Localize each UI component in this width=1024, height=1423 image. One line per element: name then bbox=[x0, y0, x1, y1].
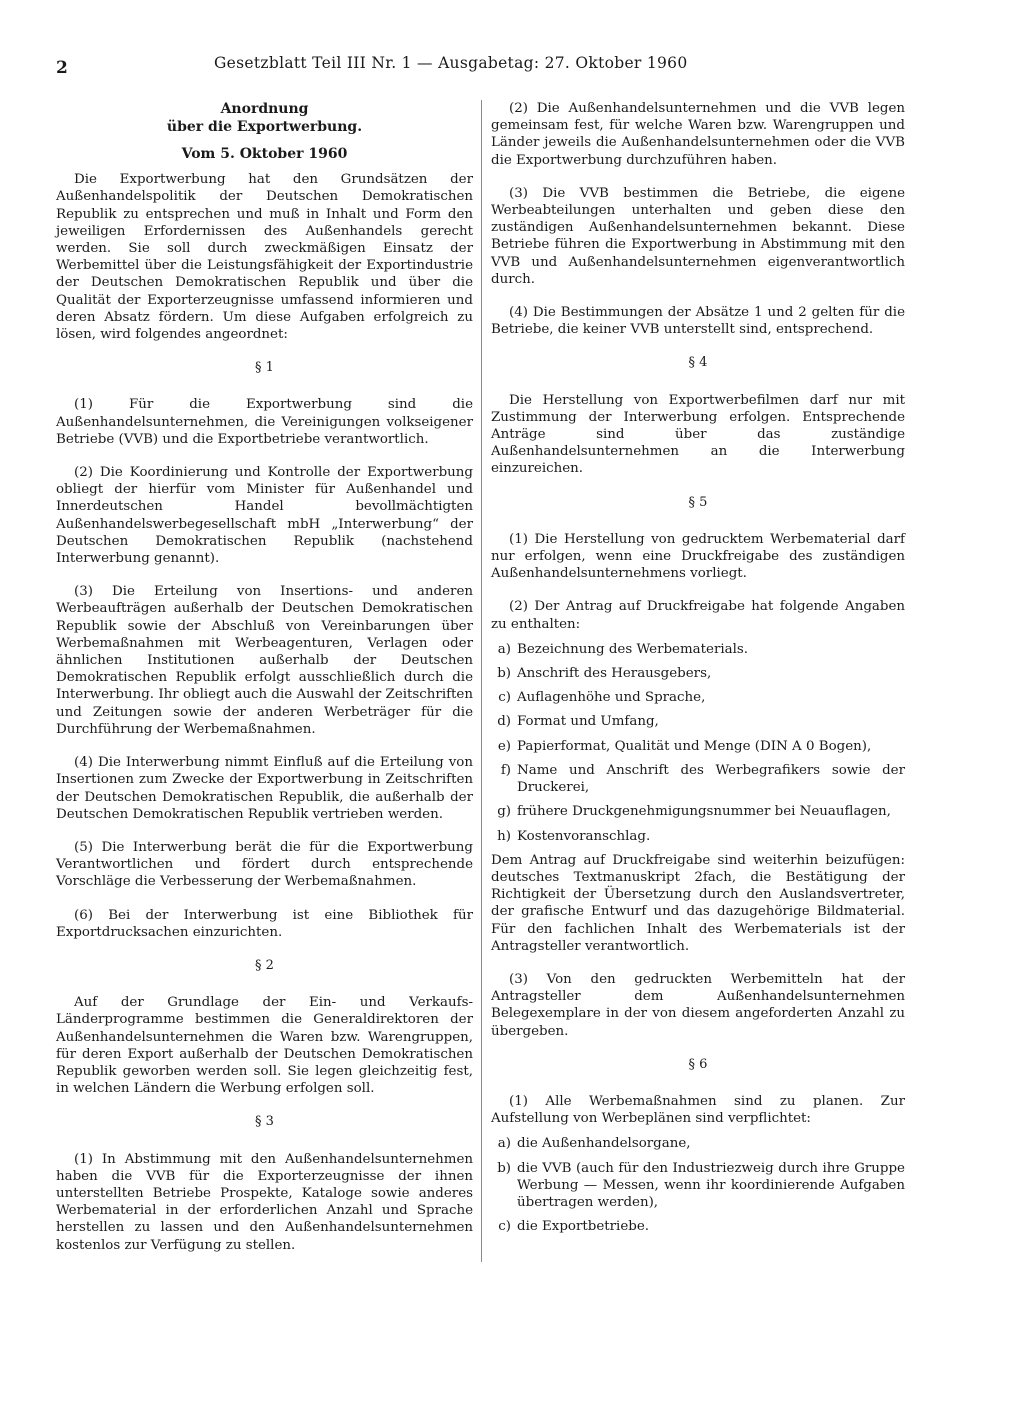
section-4-paragraph-1: Die Herstellung von Exportwerbefilmen darf nur mit Zustimmung der Interwerbung erfolgen. Entsprechende Anträge sind über das zuständige Außenhandelsunternehmen an die Interwerbung einzureichen. bbox=[491, 392, 905, 477]
list-item bbox=[491, 762, 905, 796]
list-item bbox=[491, 713, 905, 730]
list-item-label: f) bbox=[500, 762, 511, 778]
section-1-paragraph-3: (3) Die Erteilung von Insertions- und anderen Werbeaufträgen außerhalb der Deutschen Demokratischen Republik sowie der Abschluß von Vereinbarungen über Werbemaßnahmen mit Werbeagenturen, Verlagen oder ähnlichen Institutionen außerhalb der Deutschen Demokratischen Republik erfolgt ausschließlich durch die Interwerbung. Ihr obliegt auch die Auswahl der Zeitschriften und Zeitungen sowie der anderen Werbeträger für die Durchführung der Werbemaßnahmen. bbox=[56, 584, 473, 737]
list-item-text: Anschrift des Herausgebers, bbox=[517, 666, 712, 682]
list-item bbox=[491, 803, 905, 820]
list-item bbox=[491, 665, 905, 682]
section-3-heading: § 3 bbox=[255, 1114, 274, 1130]
preamble: Die Exportwerbung hat den Grundsätzen der Außenhandelspolitik der Deutschen Demokratischen Republik zu entsprechen und muß in Inhalt und Form den jeweiligen Erfordernissen des Außenhandels gerecht werden. Sie soll durch zweckmäßigen Einsatz der Werbemittel über die Leistungsfähigkeit der Exportindustrie der Deutschen Demokratischen Republik und über die Qualität der Exporterzeugnisse umfassend informieren und deren Absatz fördern. Um diese Aufgaben erfolgreich zu lösen, wird folgendes angeordnet: bbox=[56, 172, 473, 343]
list-item-label: d) bbox=[497, 714, 511, 730]
list-item-label: c) bbox=[498, 1219, 511, 1235]
list-item-label: h) bbox=[497, 828, 511, 844]
list-item bbox=[491, 1218, 905, 1235]
title-line-2: über die Exportwerbung. bbox=[166, 119, 363, 135]
section-6-paragraph-1: (1) Alle Werbemaßnahmen sind zu planen. Zur Aufstellung von Werbeplänen sind verpflichtet: bbox=[491, 1093, 905, 1127]
section-1-paragraph-6: (6) Bei der Interwerbung ist eine Bibliothek für Exportdrucksachen einzurichten. bbox=[56, 907, 473, 940]
section-6-list bbox=[491, 1135, 905, 1235]
section-1-paragraph-5: (5) Die Interwerbung berät die für die Exportwerbung Verantwortlichen und fördert durch entsprechende Vorschläge die Verbesserung der Werbemaßnahmen. bbox=[56, 839, 473, 890]
section-3-paragraph-4: (4) Die Bestimmungen der Absätze 1 und 2 gelten für die Betriebe, die keiner VVB unterstellt sind, entsprechend. bbox=[491, 305, 905, 338]
list-item-text: Name und Anschrift des Werbegrafikers sowie der Druckerei, bbox=[517, 762, 905, 796]
list-item-label: c) bbox=[498, 690, 511, 706]
section-6-heading: § 6 bbox=[688, 1056, 708, 1072]
list-item-label: b) bbox=[497, 666, 511, 682]
list-item-text: Bezeichnung des Werbematerials. bbox=[517, 641, 749, 657]
section-3-paragraph-1: (1) In Abstimmung mit den Außenhandelsunternehmen haben die VVB für die Exporterzeugnisse der ihnen unterstellten Betriebe Prospekte, Kataloge sowie anderes Werbematerial in der erforderlichen Anzahl und Sprache herstellen zu lassen und den Außenhandelsunternehmen kostenlos zur Verfügung zu stellen. bbox=[56, 1151, 473, 1253]
list-item-text: Kostenvoranschlag. bbox=[517, 828, 651, 844]
list-item bbox=[491, 689, 905, 706]
title-line-1: Anordnung bbox=[220, 101, 309, 117]
list-item-text: Papierformat, Qualität und Menge (DIN A 0 Bogen), bbox=[517, 738, 872, 754]
section-5-paragraph-2-continuation: Dem Antrag auf Druckfreigabe sind weiterhin beizufügen: deutsches Textmanuskript 2fach, die Bestätigung der Richtigkeit der Übersetzung durch den Auslandsvertreter, der grafische Entwurf und das dazugehörige Bildmaterial. Für den fachlichen Inhalt des Werbematerials ist der Antragsteller verantwortlich. bbox=[491, 852, 905, 954]
list-item-text: Format und Umfang, bbox=[517, 714, 659, 730]
list-item-label: b) bbox=[497, 1160, 511, 1176]
list-item-text: die VVB (auch für den Industriezweig durch ihre Gruppe Werbung — Messen, wenn ihr koordinierende Aufgaben übertragen werden), bbox=[517, 1160, 905, 1210]
list-item-text: die Außenhandelsorgane, bbox=[517, 1136, 691, 1152]
section-2-paragraph-1: Auf der Grundlage der Ein- und Verkaufs-Länderprogramme bestimmen die Generaldirektoren der Außenhandelsunternehmen die Waren bzw. Warengruppen, für deren Export außerhalb der Deutschen Demokratischen Republik geworben werden soll. Sie legen gleichzeitig fest, in welchen Ländern die Werbung erfolgen soll. bbox=[56, 995, 473, 1097]
list-item-text: die Exportbetriebe. bbox=[517, 1219, 650, 1235]
list-item-label: g) bbox=[497, 804, 511, 820]
list-item-text: Auflagenhöhe und Sprache, bbox=[517, 690, 706, 706]
list-item bbox=[491, 738, 905, 755]
section-5-paragraph-3: (3) Von den gedruckten Werbemitteln hat der Antragsteller dem Außenhandelsunternehmen Belegexemplare in der von diesem angeforderten Anzahl zu übergeben. bbox=[491, 971, 905, 1039]
list-item bbox=[491, 1135, 905, 1152]
list-item bbox=[491, 641, 905, 658]
list-item bbox=[491, 828, 905, 845]
list-item bbox=[491, 1160, 905, 1212]
section-5-heading: § 5 bbox=[688, 494, 708, 510]
page-number: 2 bbox=[56, 58, 68, 78]
document-date: Vom 5. Oktober 1960 bbox=[181, 146, 348, 162]
list-item-label: a) bbox=[497, 641, 511, 657]
running-header: Gesetzblatt Teil III Nr. 1 — Ausgabetag: 27. Oktober 1960 bbox=[214, 54, 688, 72]
section-5-paragraph-1: (1) Die Herstellung von gedrucktem Werbematerial darf nur erfolgen, wenn eine Druckfreigabe des zuständigen Außenhandelsunternehmens vorliegt. bbox=[491, 531, 905, 582]
column-divider bbox=[481, 100, 482, 1262]
section-1-paragraph-2: (2) Die Koordinierung und Kontrolle der Exportwerbung obliegt der hierfür vom Minister für Außenhandel und Innerdeutschen Handel bevollmächtigten Außenhandelswerbegesellschaft mbH „Interwerbung“ der Deutschen Demokratischen Republik (nachstehend Interwerbung genannt). bbox=[56, 465, 473, 567]
right-column bbox=[491, 100, 905, 1242]
list-item-text: frühere Druckgenehmigungsnummer bei Neuauflagen, bbox=[517, 804, 891, 820]
section-1-paragraph-4: (4) Die Interwerbung nimmt Einfluß auf die Erteilung von Insertionen zum Zwecke der Exportwerbung in Zeitschriften der Deutschen Demokratischen Republik, die außerhalb der Deutschen Demokratischen Republik vertrieben werden. bbox=[56, 755, 473, 822]
section-3-paragraph-3: (3) Die VVB bestimmen die Betriebe, die eigene Werbeabteilungen unterhalten und geben diese den zuständigen Außenhandelsunternehmen bekannt. Diese Betriebe führen die Exportwerbung in Abstimmung mit den VVB und Außenhandelsunternehmen eigenverantwortlich durch. bbox=[491, 185, 905, 287]
list-item-label: a) bbox=[497, 1136, 511, 1152]
section-2-heading: § 2 bbox=[255, 957, 274, 973]
section-4-heading: § 4 bbox=[688, 355, 708, 371]
document-title bbox=[56, 100, 473, 136]
section-5-list bbox=[491, 641, 905, 845]
section-1-paragraph-1: (1) Für die Exportwerbung sind die Außenhandelsunternehmen, die Vereinigungen volkseigener Betriebe (VVB) und die Exportbetriebe verantwortlich. bbox=[56, 397, 473, 447]
section-3-paragraph-2: (2) Die Außenhandelsunternehmen und die VVB legen gemeinsam fest, für welche Waren bzw. Warengruppen und Länder jeweils die Außenhandelsunternehmen oder die VVB die Exportwerbung durchzuführen haben. bbox=[491, 101, 905, 168]
section-5-paragraph-2: (2) Der Antrag auf Druckfreigabe hat folgende Angaben zu enthalten: bbox=[491, 599, 905, 632]
section-1-heading: § 1 bbox=[255, 360, 274, 376]
list-item-label: e) bbox=[497, 738, 511, 754]
left-column bbox=[56, 100, 473, 1270]
